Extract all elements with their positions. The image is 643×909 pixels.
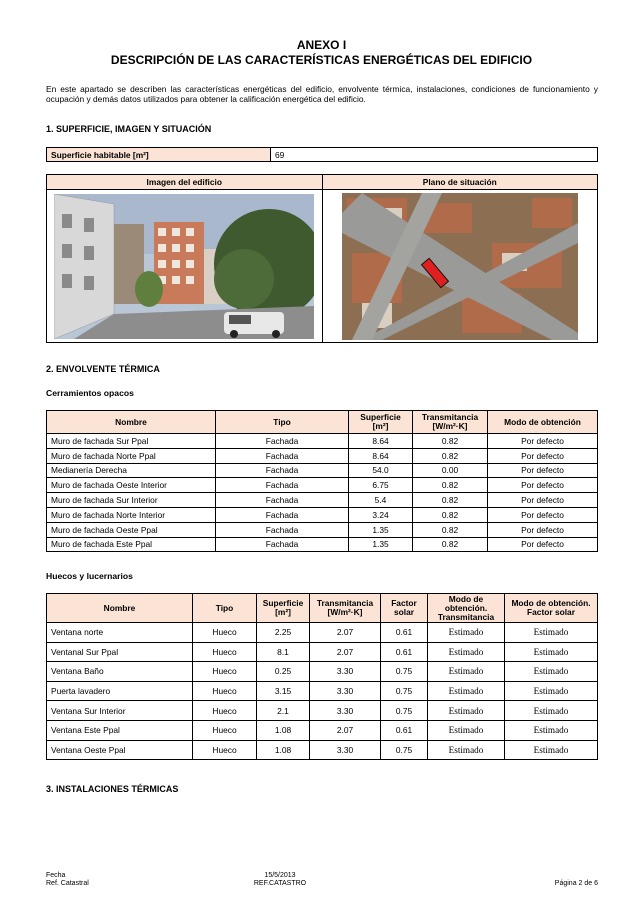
cell-nombre: Muro de fachada Sur Interior [47,493,216,508]
cell-nombre: Muro de fachada Norte Interior [47,507,216,522]
table-row [47,740,598,760]
cell-superficie: 3.24 [349,507,413,522]
cell-tipo: Hueco [193,642,257,662]
table-row [47,681,598,701]
table-row [47,507,598,522]
table-row [47,701,598,721]
map-header: Plano de situación [322,175,598,190]
footer-center [230,872,330,888]
cell-tipo: Fachada [216,463,349,478]
cell-transmitancia: 0.00 [413,463,488,478]
opaque-header-superficie: Superficie [m²] [349,411,413,434]
intro-paragraph: En este apartado se describen las características energéticas del edificio, envolvente térmica, instalaciones, condiciones de funcionamiento y ocupación y demás datos utilizados para obtener la calificación energética del edificio. [46,84,598,104]
cell-superficie: 0.25 [257,662,310,682]
table-row [47,463,598,478]
openings-header-tipo: Tipo [193,594,257,623]
table-row [47,448,598,463]
cell-nombre: Muro de fachada Este Ppal [47,537,216,552]
cell-transmitancia: 0.82 [413,434,488,449]
cell-tipo: Fachada [216,507,349,522]
cell-superficie: 8.1 [257,642,310,662]
opaque-header-nombre: Nombre [47,411,216,434]
cell-tipo: Hueco [193,681,257,701]
cell-transmitancia: 3.30 [310,681,381,701]
cell-factor-solar: 0.75 [381,681,428,701]
cell-transmitancia: 0.82 [413,448,488,463]
cell-superficie: 5.4 [349,493,413,508]
cell-transmitancia: 2.07 [310,623,381,643]
cell-tipo: Fachada [216,448,349,463]
surface-table [46,147,598,162]
cell-modo-transmitancia: Estimado [428,720,505,740]
cell-tipo: Fachada [216,522,349,537]
cell-modo-factor: Estimado [505,642,598,662]
page-number: Página 2 de 6 [554,880,598,887]
table-row [47,720,598,740]
cell-modo: Por defecto [488,537,598,552]
cell-nombre: Muro de fachada Oeste Interior [47,478,216,493]
cell-modo: Por defecto [488,493,598,508]
cell-factor-solar: 0.75 [381,701,428,721]
cell-transmitancia: 0.82 [413,537,488,552]
building-photo-cell [47,190,323,343]
cell-nombre: Ventana Oeste Ppal [47,740,193,760]
cell-transmitancia: 0.82 [413,522,488,537]
cell-nombre: Muro de fachada Sur Ppal [47,434,216,449]
openings-header-nombre: Nombre [47,594,193,623]
cell-factor-solar: 0.61 [381,623,428,643]
cell-superficie: 1.08 [257,720,310,740]
cell-transmitancia: 3.30 [310,701,381,721]
table-row [47,522,598,537]
cell-modo: Por defecto [488,507,598,522]
cell-superficie: 1.35 [349,522,413,537]
cell-factor-solar: 0.75 [381,740,428,760]
cell-transmitancia: 3.30 [310,662,381,682]
image-table [46,174,598,343]
cell-modo: Por defecto [488,463,598,478]
cell-modo-factor: Estimado [505,701,598,721]
cell-superficie: 54.0 [349,463,413,478]
cell-tipo: Fachada [216,493,349,508]
cell-tipo: Hueco [193,720,257,740]
table-row [47,434,598,449]
cell-factor-solar: 0.61 [381,720,428,740]
table-row [47,662,598,682]
cell-superficie: 8.64 [349,434,413,449]
cell-modo: Por defecto [488,522,598,537]
cell-modo-factor: Estimado [505,681,598,701]
cell-transmitancia: 2.07 [310,720,381,740]
cell-superficie: 3.15 [257,681,310,701]
cell-superficie: 8.64 [349,448,413,463]
cell-nombre: Ventana Baño [47,662,193,682]
openings-header-superficie: Superficie [m²] [257,594,310,623]
cell-tipo: Hueco [193,701,257,721]
cell-modo-factor: Estimado [505,720,598,740]
cell-factor-solar: 0.61 [381,642,428,662]
cell-nombre: Medianería Derecha [47,463,216,478]
location-map-cell [322,190,598,343]
openings-header-factor-solar: Factor solar [381,594,428,623]
cell-superficie: 2.25 [257,623,310,643]
table-row [47,478,598,493]
openings-header-modo-factor: Modo de obtención. Factor solar [505,594,598,623]
table-row [47,493,598,508]
location-map [342,193,578,340]
cell-transmitancia: 0.82 [413,493,488,508]
cell-modo: Por defecto [488,478,598,493]
openings-header-modo-transmitancia: Modo de obtención. Transmitancia [428,594,505,623]
cell-nombre: Ventanal Sur Ppal [47,642,193,662]
cell-nombre: Ventana Sur Interior [47,701,193,721]
building-photo [54,194,314,339]
surface-value: 69 [271,148,598,162]
opaque-header-tipo: Tipo [216,411,349,434]
section-1-title: 1. SUPERFICIE, IMAGEN Y SITUACIÓN [46,124,212,134]
cell-transmitancia: 3.30 [310,740,381,760]
annex-subtitle: DESCRIPCIÓN DE LAS CARACTERÍSTICAS ENERGÉTICAS DEL EDIFICIO [110,53,533,67]
section-2-title: 2. ENVOLVENTE TÉRMICA [46,364,160,374]
footer-ref-value: REF.CATASTRO [253,880,307,887]
opaque-header-modo: Modo de obtención [488,411,598,434]
cell-tipo: Fachada [216,478,349,493]
cell-modo-transmitancia: Estimado [428,642,505,662]
cell-modo: Por defecto [488,448,598,463]
footer-fecha-label: Fecha [46,872,66,879]
opaque-table [46,410,598,552]
table-row [47,623,598,643]
cell-nombre: Muro de fachada Norte Ppal [47,448,216,463]
cell-superficie: 1.08 [257,740,310,760]
table-row [47,642,598,662]
openings-header-transmitancia: Transmitancia [W/m²·K] [310,594,381,623]
cell-transmitancia: 0.82 [413,478,488,493]
cell-superficie: 6.75 [349,478,413,493]
footer-left [46,872,89,888]
cell-transmitancia: 2.07 [310,642,381,662]
openings-subtitle: Huecos y lucernarios [46,571,133,581]
cell-superficie: 1.35 [349,537,413,552]
opaque-subtitle: Cerramientos opacos [46,388,134,398]
image-header: Imagen del edificio [47,175,323,190]
cell-tipo: Fachada [216,434,349,449]
annex-title: ANEXO I [296,38,347,52]
footer-ref-label: Ref. Catastral [46,880,89,887]
cell-nombre: Ventana Este Ppal [47,720,193,740]
cell-modo-transmitancia: Estimado [428,740,505,760]
cell-modo-transmitancia: Estimado [428,623,505,643]
cell-nombre: Puerta lavadero [47,681,193,701]
cell-modo-factor: Estimado [505,740,598,760]
openings-table [46,593,598,760]
section-3-title: 3. INSTALACIONES TÉRMICAS [46,784,179,794]
cell-modo: Por defecto [488,434,598,449]
surface-label: Superficie habitable [m²] [47,148,271,162]
table-row [47,537,598,552]
cell-modo-factor: Estimado [505,623,598,643]
cell-modo-transmitancia: Estimado [428,701,505,721]
cell-nombre: Muro de fachada Oeste Ppal [47,522,216,537]
cell-factor-solar: 0.75 [381,662,428,682]
cell-tipo: Fachada [216,537,349,552]
cell-tipo: Hueco [193,740,257,760]
cell-nombre: Ventana norte [47,623,193,643]
cell-superficie: 2.1 [257,701,310,721]
cell-modo-transmitancia: Estimado [428,662,505,682]
cell-modo-transmitancia: Estimado [428,681,505,701]
cell-tipo: Hueco [193,662,257,682]
cell-modo-factor: Estimado [505,662,598,682]
cell-transmitancia: 0.82 [413,507,488,522]
footer-date: 15/5/2013 [264,872,296,879]
cell-tipo: Hueco [193,623,257,643]
opaque-header-transmitancia: Transmitancia [W/m²·K] [413,411,488,434]
